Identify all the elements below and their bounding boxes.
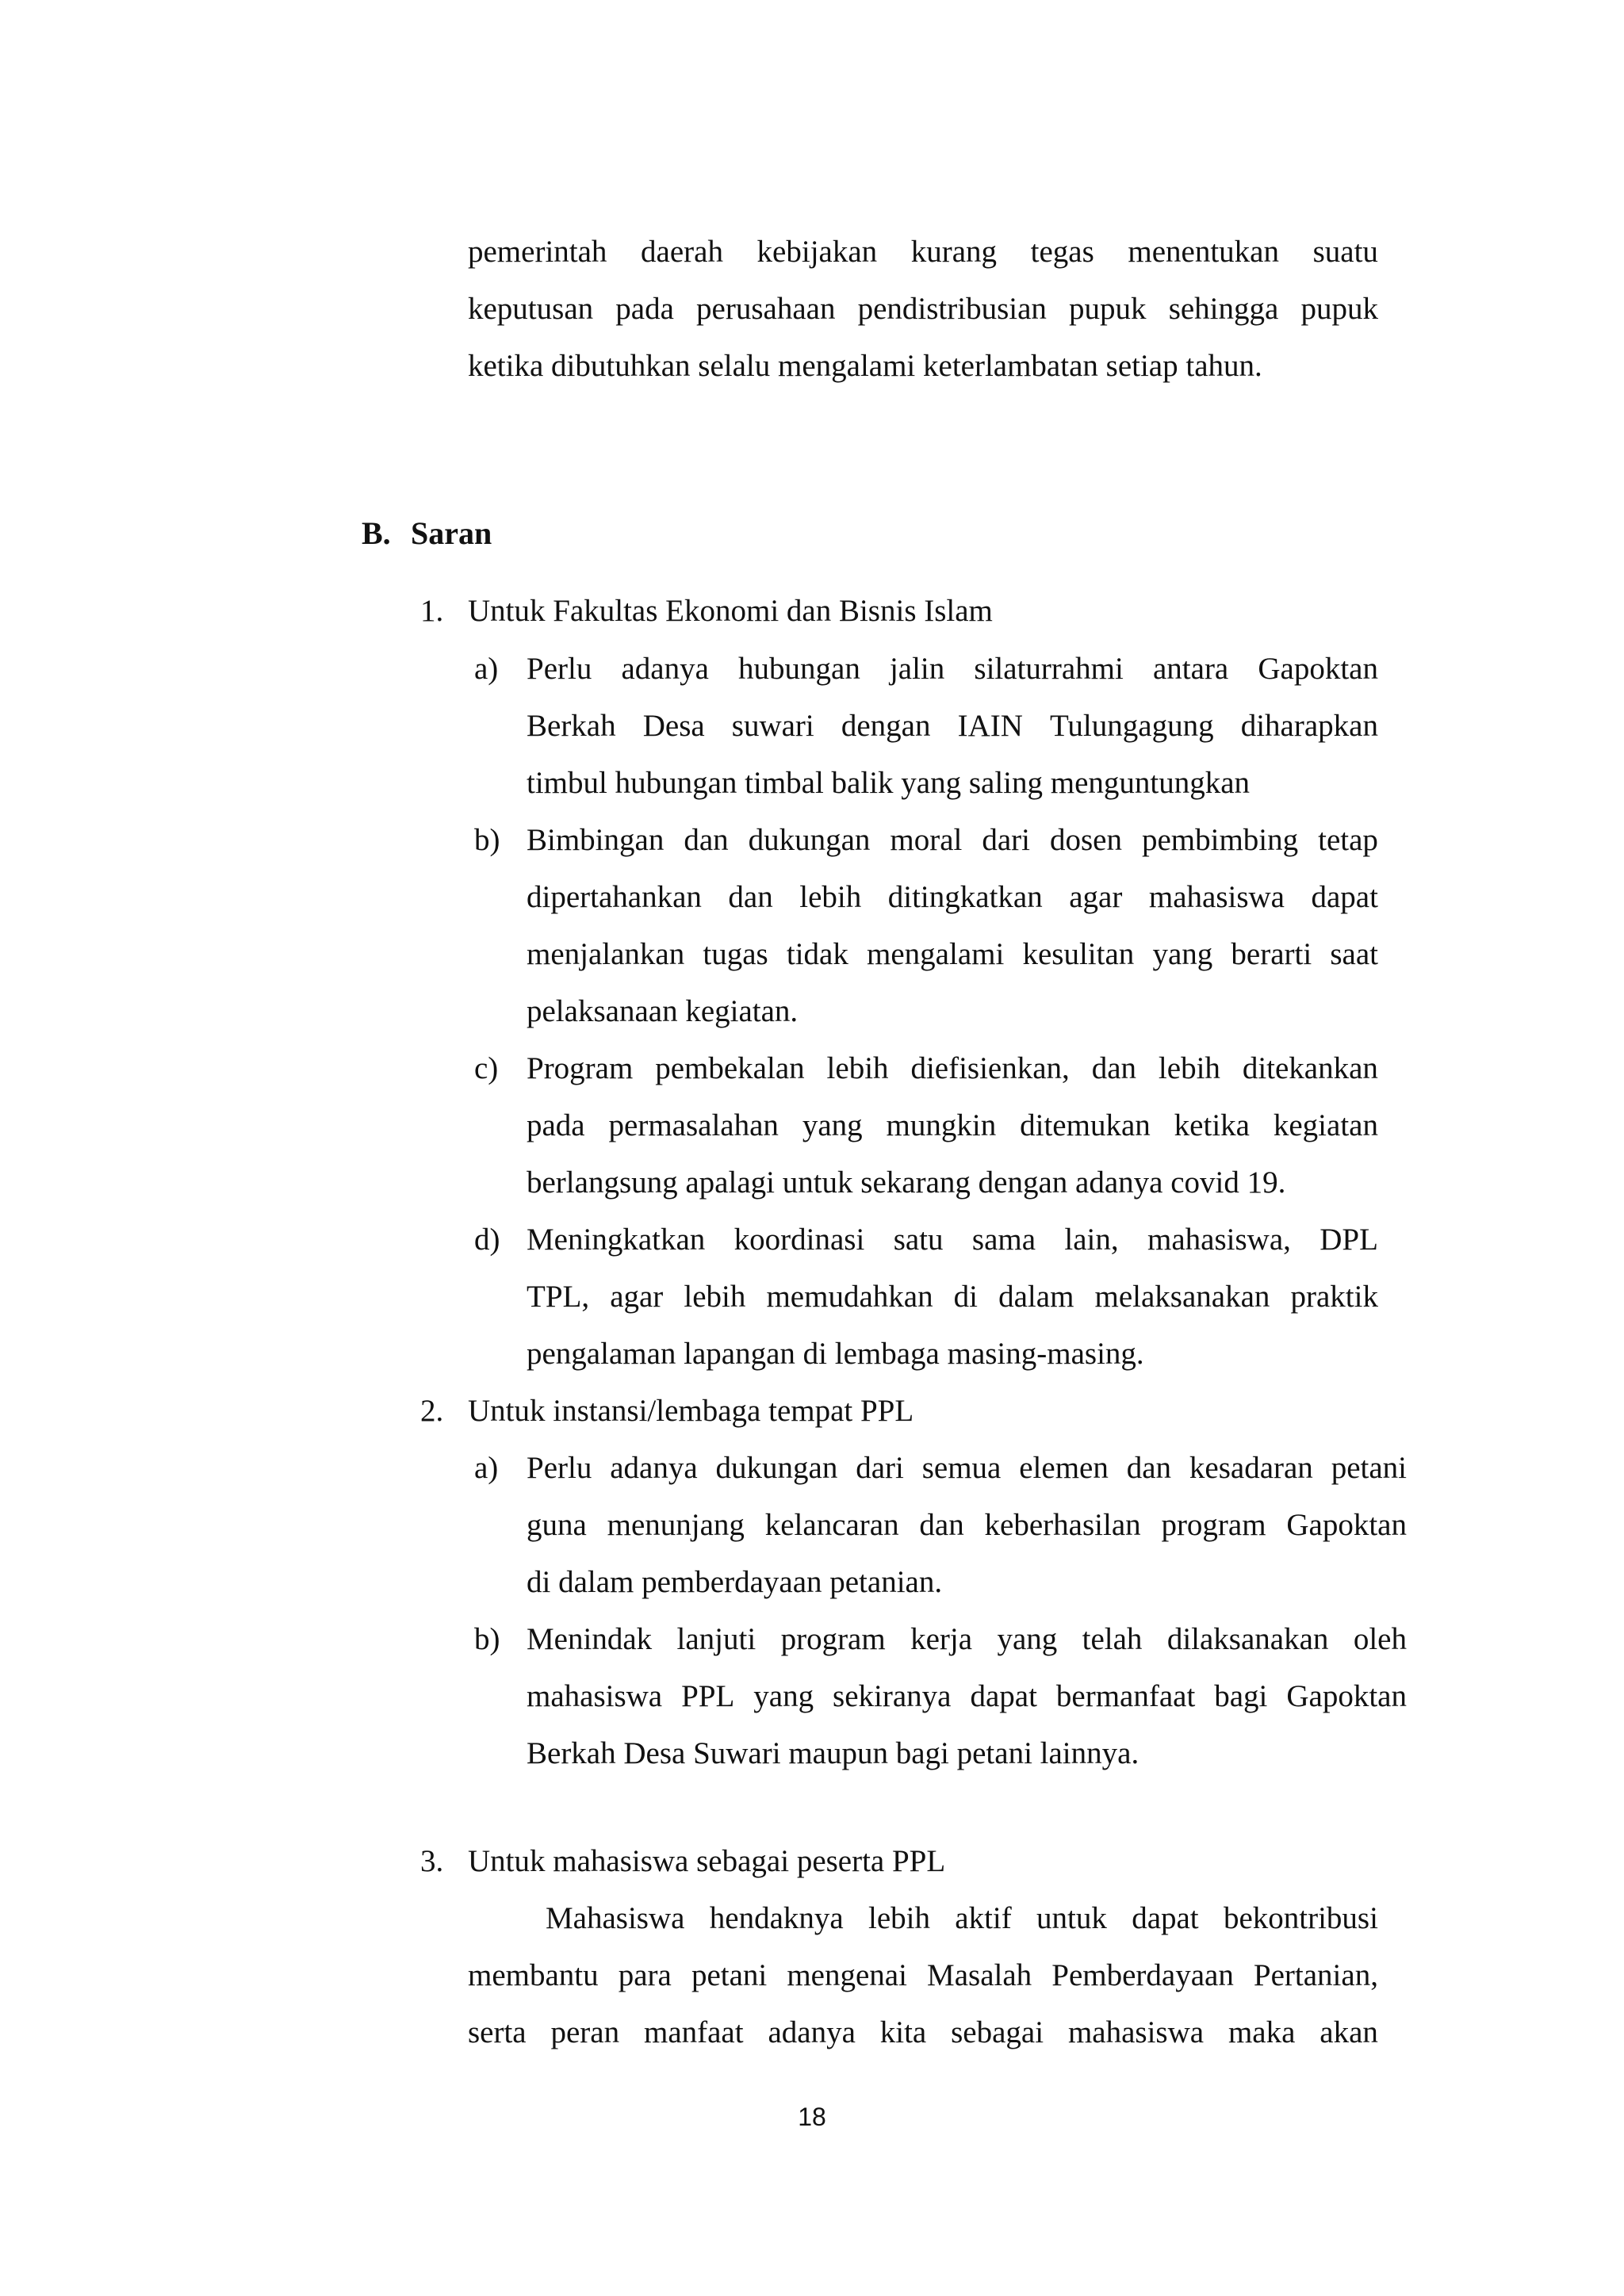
- item-1b-line-1: Bimbingan dan dukungan moral dari dosen pembimbing tetap: [527, 823, 1378, 857]
- item-1c-marker: c): [474, 1051, 499, 1085]
- intro-line-2: keputusan pada perusahaan pendistribusian pupuk sehingga pupuk: [468, 292, 1378, 326]
- item-2a-line-3: di dalam pemberdayaan petanian.: [527, 1565, 943, 1599]
- item-1d-line-1: Meningkatkan koordinasi satu sama lain, mahasiswa, DPL: [527, 1223, 1378, 1257]
- item-1b-line-4: pelaksanaan kegiatan.: [527, 994, 799, 1028]
- item-1-title: Untuk Fakultas Ekonomi dan Bisnis Islam: [468, 594, 993, 628]
- item-2b-line-2: mahasiswa PPL yang sekiranya dapat bermanfaat bagi Gapoktan: [527, 1679, 1407, 1713]
- item-2a-marker: a): [474, 1451, 499, 1485]
- page-number: 18: [798, 2103, 826, 2131]
- section-title: Saran: [411, 515, 492, 551]
- item-1d-marker: d): [474, 1223, 500, 1257]
- item-3-title: Untuk mahasiswa sebagai peserta PPL: [468, 1844, 946, 1878]
- item-1b-line-2: dipertahankan dan lebih ditingkatkan agar mahasiswa dapat: [527, 880, 1378, 914]
- item-1d-line-3: pengalaman lapangan di lembaga masing-masing.: [527, 1337, 1144, 1371]
- item-2a-line-1: Perlu adanya dukungan dari semua elemen dan kesadaran petani: [527, 1451, 1407, 1485]
- item-1b-line-3: menjalankan tugas tidak mengalami kesulitan yang berarti saat: [527, 937, 1378, 971]
- item-1a-line-1: Perlu adanya hubungan jalin silaturrahmi antara Gapoktan: [527, 652, 1378, 686]
- item-1-number: 1.: [420, 594, 444, 628]
- item-1c-line-1: Program pembekalan lebih diefisienkan, dan lebih ditekankan: [527, 1051, 1378, 1085]
- item-1c-line-2: pada permasalahan yang mungkin ditemukan ketika kegiatan: [527, 1108, 1378, 1142]
- item-1a-line-3: timbul hubungan timbal balik yang saling menguntungkan: [527, 766, 1251, 800]
- item-3-number: 3.: [420, 1844, 444, 1878]
- item-3-paragraph-line-3: serta peran manfaat adanya kita sebagai mahasiswa maka akan: [468, 2015, 1378, 2049]
- intro-line-1: pemerintah daerah kebijakan kurang tegas menentukan suatu: [468, 235, 1378, 269]
- item-3-paragraph-line-1: Mahasiswa hendaknya lebih aktif untuk dapat bekontribusi: [546, 1901, 1378, 1935]
- item-1c-line-3: berlangsung apalagi untuk sekarang dengan adanya covid 19.: [527, 1165, 1286, 1200]
- item-1b-marker: b): [474, 823, 500, 857]
- item-1d-line-2: TPL, agar lebih memudahkan di dalam melaksanakan praktik: [527, 1280, 1378, 1314]
- item-2b-line-3: Berkah Desa Suwari maupun bagi petani lainnya.: [527, 1736, 1139, 1770]
- item-2-number: 2.: [420, 1394, 444, 1428]
- item-1a-line-2: Berkah Desa suwari dengan IAIN Tulungagung diharapkan: [527, 709, 1378, 743]
- section-marker: B.: [362, 515, 391, 551]
- item-2b-marker: b): [474, 1622, 500, 1656]
- intro-line-3: ketika dibutuhkan selalu mengalami keterlambatan setiap tahun.: [468, 349, 1262, 383]
- item-3-paragraph-line-2: membantu para petani mengenai Masalah Pemberdayaan Pertanian,: [468, 1958, 1378, 1992]
- item-1a-marker: a): [474, 652, 499, 686]
- item-2-title: Untuk instansi/lembaga tempat PPL: [468, 1394, 914, 1428]
- item-2b-line-1: Menindak lanjuti program kerja yang telah dilaksanakan oleh: [527, 1622, 1407, 1656]
- item-2a-line-2: guna menunjang kelancaran dan keberhasilan program Gapoktan: [527, 1508, 1407, 1542]
